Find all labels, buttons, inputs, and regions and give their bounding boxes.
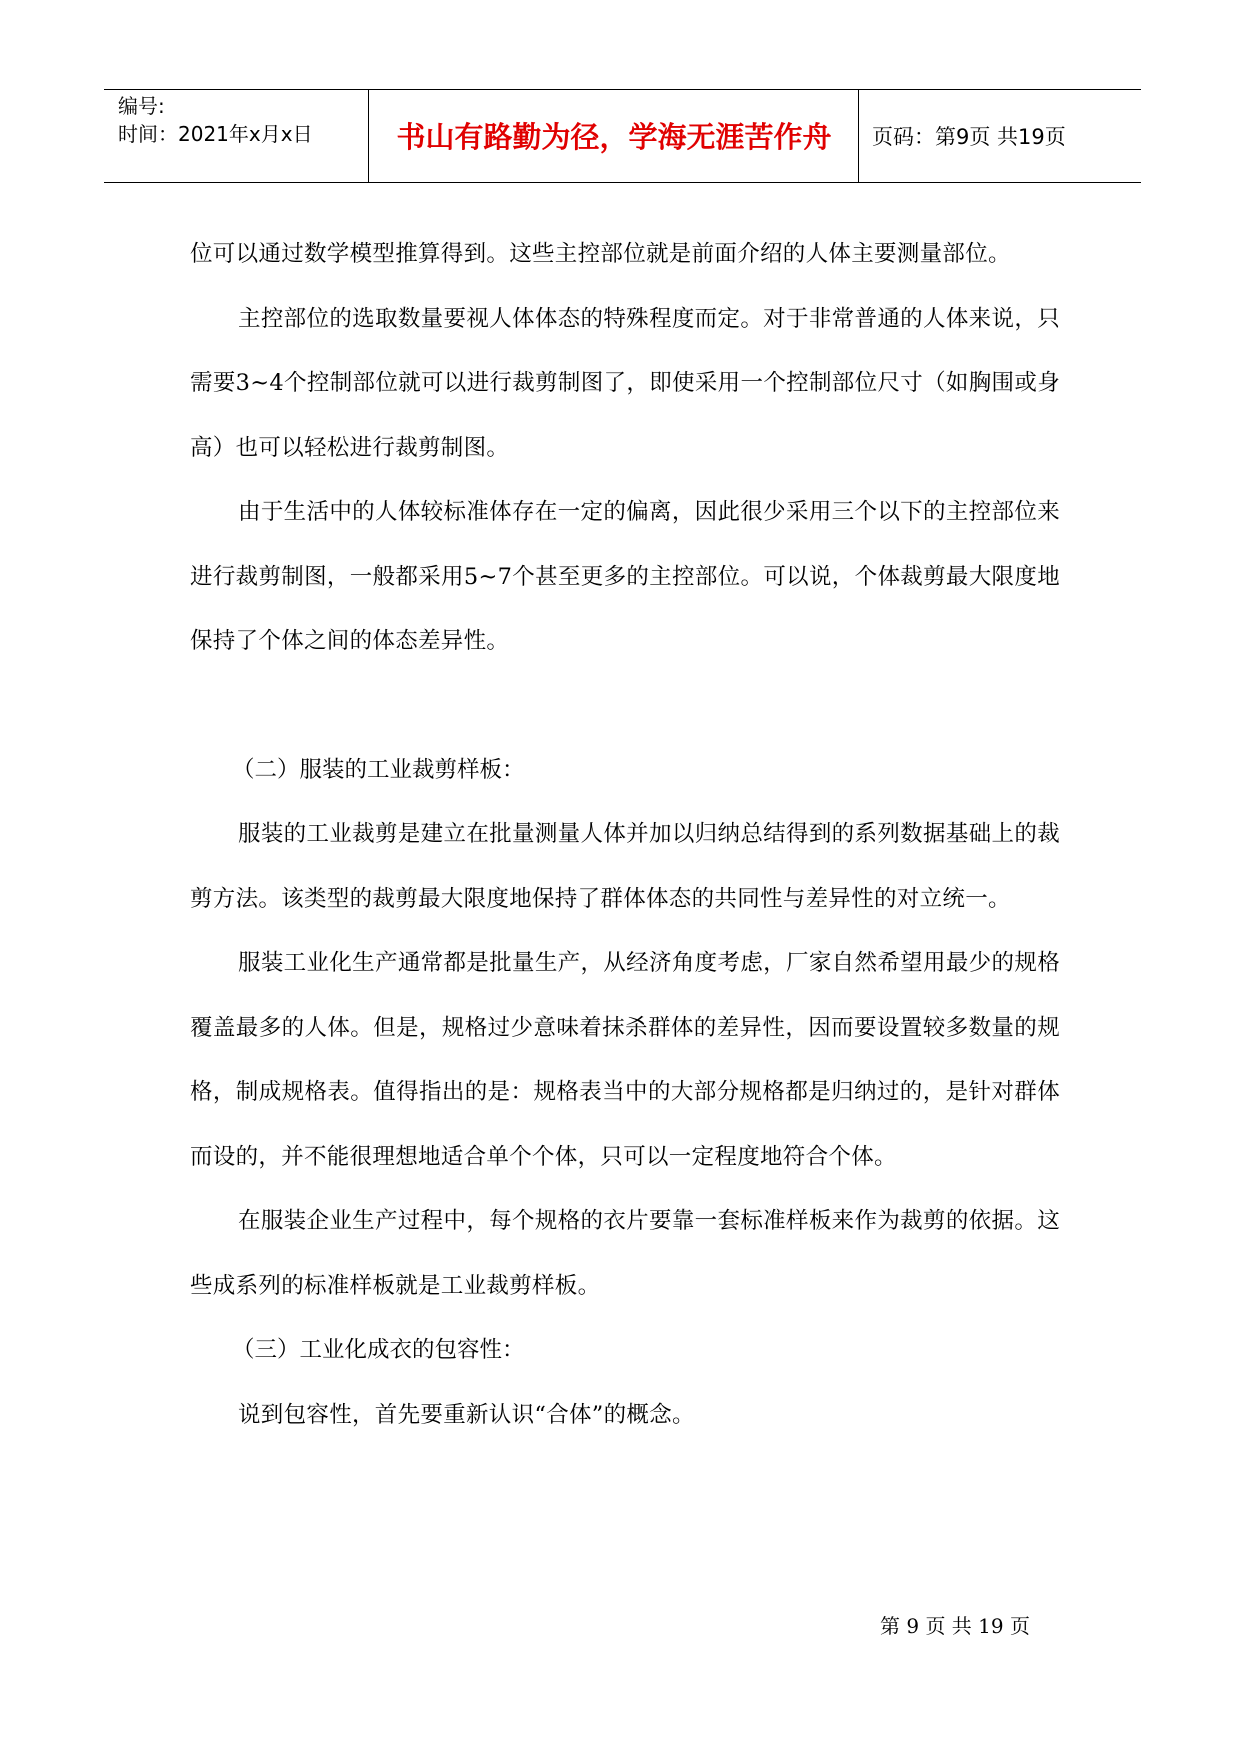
header-page-info: 页码：第9页 共19页 — [872, 124, 1066, 149]
section-heading-2: （二）服装的工业裁剪样板： — [232, 756, 525, 783]
header-motto: 书山有路勤为径，学海无涯苦作舟 — [396, 120, 832, 154]
paragraph: 服装的工业裁剪是建立在批量测量人体并加以归纳总结得到的系列数据基础上的裁剪方法。该类型的裁剪最大限度地保持了群体体态的共同性与差异性的对立统一。 — [190, 821, 1060, 912]
header-divider-right — [858, 90, 859, 182]
paragraph: 在服装企业生产过程中，每个规格的衣片要靠一套标准样板来作为裁剪的依据。这些成系列的标准样板就是工业裁剪样板。 — [190, 1208, 1060, 1299]
paragraph: 服装工业化生产通常都是批量生产，从经济角度考虑，厂家自然希望用最少的规格覆盖最多的人体。但是，规格过少意味着抹杀群体的差异性，因而要设置较多数量的规格，制成规格表。值得指出的是：规格表当中的大部分规格都是归纳过的，是针对群体而设的，并不能很理想地适合单个个体，只可以一定程度地符合个体。 — [190, 950, 1060, 1170]
header-meta — [118, 92, 368, 148]
paragraph: 主控部位的选取数量要视人体体态的特殊程度而定。对于非常普通的人体来说，只需要3~4个控制部位就可以进行裁剪制图了，即使采用一个控制部位尺寸（如胸围或身高）也可以轻松进行裁剪制图。 — [190, 305, 1060, 461]
paragraph-spacer — [190, 674, 1060, 738]
document-header — [104, 89, 1141, 183]
paragraph: 说到包容性，首先要重新认识“合体”的概念。 — [238, 1401, 695, 1428]
time-label: 时间：2021年x月x日 — [118, 122, 313, 146]
header-divider-left — [368, 90, 369, 182]
paragraph-continuation: 位可以通过数学模型推算得到。这些主控部位就是前面介绍的人体主要测量部位。 — [190, 241, 1011, 267]
document-body — [190, 222, 1060, 1447]
serial-number-label: 编号: — [118, 94, 165, 118]
section-heading-3: （三）工业化成衣的包容性： — [232, 1337, 525, 1363]
page-footer: 第 9 页 共 19 页 — [880, 1614, 1030, 1638]
paragraph: 由于生活中的人体较标准体存在一定的偏离，因此很少采用三个以下的主控部位来进行裁剪制图，一般都采用5~7个甚至更多的主控部位。可以说，个体裁剪最大限度地保持了个体之间的体态差异性。 — [190, 499, 1060, 654]
